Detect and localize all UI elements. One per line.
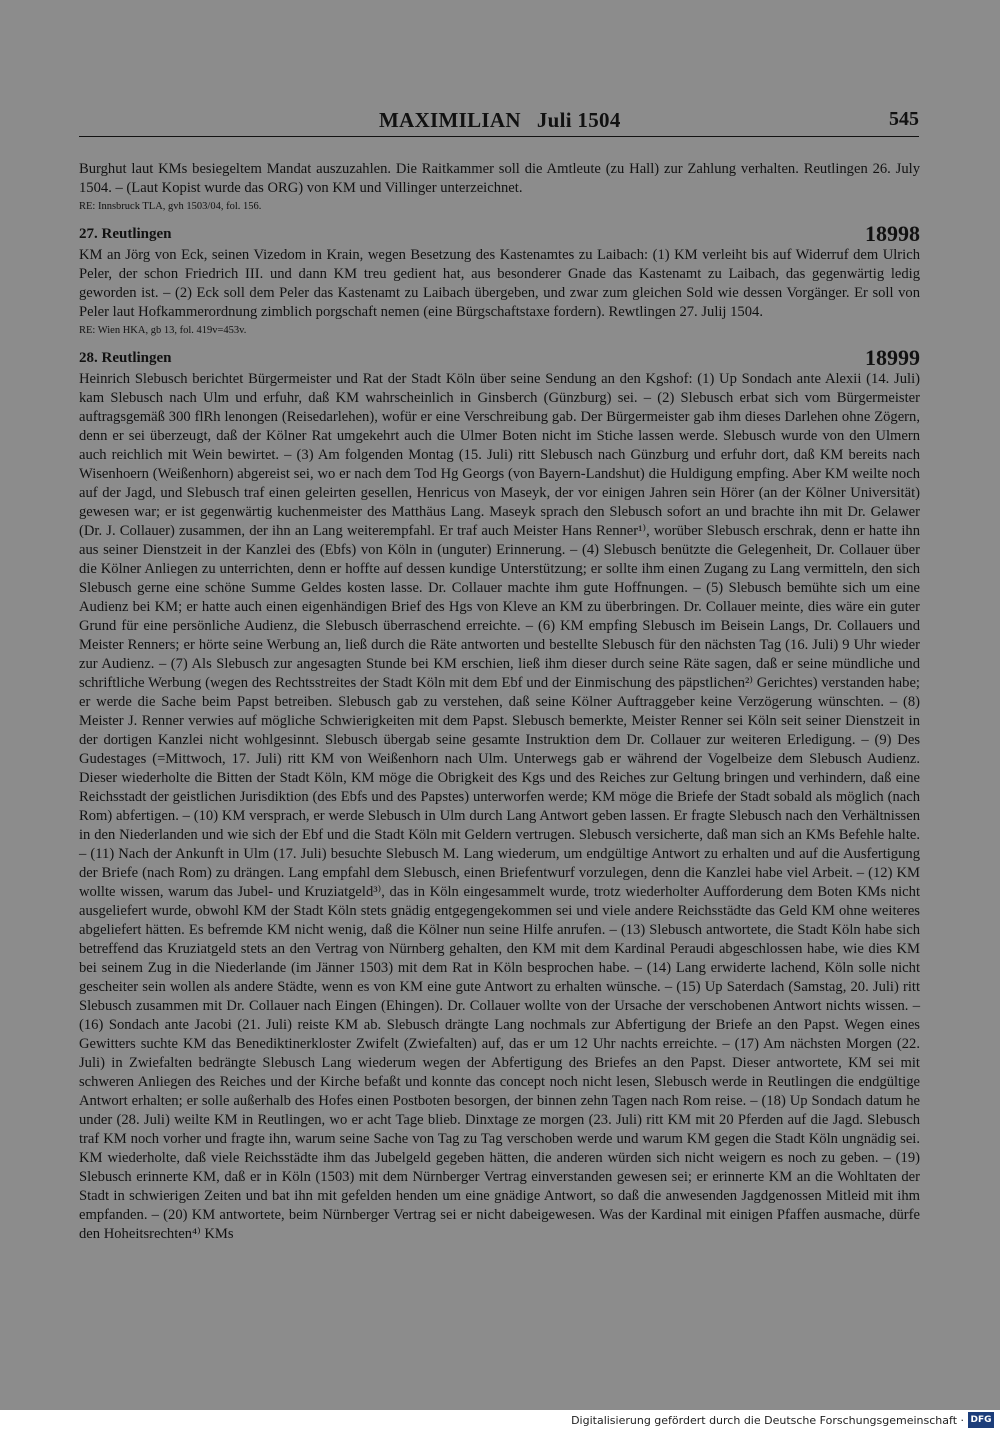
dfg-logo[interactable]: DFG	[968, 1412, 994, 1428]
entry-number: 18999	[865, 345, 920, 370]
intro-source-reference: RE: Innsbruck TLA, gvh 1503/04, fol. 156.	[79, 201, 262, 212]
entry-number: 18998	[865, 221, 920, 246]
header-date: Juli 1504	[536, 108, 621, 132]
page-header	[79, 108, 919, 137]
entry-place: 27. Reutlingen	[79, 226, 172, 242]
entry-text: KM an Jörg von Eck, seinen Vizedom in Krain, wegen Besetzung des Kastenamtes zu Laibach: (1) KM verleiht bis auf Widerruf dem Ulrich Peler, der schon Friedrich III. und dann KM treu gedient hat, aus besonderer Gnade das Kastenamt zu Laibach, das gegenwärtig ledig geworden ist. – (2) Eck soll dem Peler das Kastenamt zu Laibach übergeben, und zwar zum gleichen Sold wie dessen Vorgänger. Er soll von Peler laut Hofkammerordnung zimblich porgschaft nemen (eine Bürgschaftstaxe fordern). Rewtlingen 27. Julij 1504.	[79, 247, 920, 320]
entry-text: Heinrich Slebusch berichtet Bürgermeister und Rat der Stadt Köln über seine Sendung an den Kgshof: (1) Up Sondach ante Alexii (14. Juli) kam Slebusch nach Ulm und erfuhr, daß KM wahrscheinlich in Ginsberch (Günzburg) sei. – (2) Slebusch erbat sich vom Bürgermeister auftragsgemäß 300 flRh lenongen (Reisedarlehen), wofür er eine Verschreibung gab. Der Bürgermeister gab ihm dieses Darlehen ohne Zögern, denn er sei überzeugt, daß der Kölner Rat umgekehrt auch die Ulmer Boten nicht im Stiche lassen werde. Slebusch wurde von den Ulmern auch reichlich mit Wein bewirtet. – (3) Am folgenden Montag (15. Juli) ritt Slebusch nach Günzburg und erfuhr dort, daß KM bereits nach Wisenhoern (Weißenhorn) abgereist sei, wo er nach dem Tod Hg Georgs (von Bayern-Landshut) die Huldigung empfing. Aber KM weilte noch auf der Jagd, und Slebusch traf einen geleirten gesellen, Henricus von Maseyk, der vor einigen Jahren sein Hörer (an der Kölner Universität) gewesen war; er ist gegenwärtig kuchenmeister des Matthäus Lang. Maseyk sprach den Slebusch sofort an und brachte ihn mit Dr. Gelawer (Dr. J. Collauer) zusammen, der ihn an Lang weiterempfahl. Er traf auch Meister Hans Renner¹⁾, worüber Slebusch erschrak, denn er hatte ihn aus seiner Dienstzeit in der Kanzlei des (Ebfs) von Köln in (unguter) Erinnerung. – (4) Slebusch benützte die Gelegenheit, Dr. Collauer über die Kölner Anliegen zu unterrichten, denn er hoffte auf dessen kundige Unterstützung; er sollte ihm einen Zugang zu Lang vermitteln, den sich Slebusch gerne eine schöne Summe Geldes kosten lasse. Dr. Collauer machte ihm gute Hoffnungen. – (5) Slebusch bemühte sich um eine Audienz bei KM; er hatte auch einen eigenhändigen Brief des Hgs von Kleve an KM zu überbringen. Dr. Collauer meinte, dies wäre ein guter Grund für eine persönliche Audienz, die Slebusch überraschend erreichte. – (6) KM empfing Slebusch im Beisein Langs, Dr. Collauers und Meister Renners; er hörte seine Werbung an, ließ durch die Räte antworten und bestellte Slebusch für den nächsten Tag (16. Juli) 9 Uhr wieder zur Audienz. – (7) Als Slebusch zur angesagten Stunde bei KM erschien, ließ ihm dieser durch seine Räte sagen, daß er seine mündliche und schriftliche Werbung (wegen des Rechtsstreites der Stadt Köln mit dem Ebf und der Einmischung des päpstlichen²⁾ Gerichtes) verstanden habe; er werde die Sache beim Papst betreiben. Slebusch gab zu verstehen, daß seine Kölner Auftraggeber keine Verzögerung wünschten. – (8) Meister J. Renner verwies auf mögliche Schwierigkeiten mit dem Papst. Slebusch bemerkte, Meister Renner sei Köln seit seiner Dienstzeit in der dortigen Kanzlei nicht wohlgesinnt. Slebusch übergab seine gesamte Instruktion dem Dr. Collauer zur weiteren Erledigung. – (9) Des Gudestages (=Mittwoch, 17. Juli) ritt KM von Weißenhorn nach Ulm. Unterwegs gab er während der Vogelbeize dem Slebusch Audienz. Dieser wiederholte die Bitten der Stadt Köln, KM möge die Obrigkeit des Kgs und des Reiches zur Geltung bringen und verhindern, daß eine Reichsstadt der geistlichen Jurisdiktion (des Ebfs und des Papstes) unterworfen werde; KM möge die Briefe der Stadt sobald als möglich (nach Rom) abfertigen. – (10) KM versprach, er werde Slebusch in Ulm durch Lang Antwort geben lassen. Er fragte Slebusch nach den Verhältnissen in den Niederlanden und wie sich der Ebf und die Stadt Köln mit Geldern vertrugen. Slebusch versicherte, daß man sich an KMs Befehle halte. – (11) Nach der Ankunft in Ulm (17. Juli) besuchte Slebusch M. Lang wiederum, um endgültige Antwort zu erhalten und auf die Ausfertigung der Briefe (nach Rom) zu drängen. Lang empfahl dem Slebusch, einen Briefentwurf vorzulegen, denn die Kanzlei habe viel Arbeit. – (12) KM wollte wissen, warum das Jubel- und Kruziatgeld³⁾, das in Köln eingesammelt wurde, trotz wiederholter Aufforderung dem Boten KMs nicht ausgeliefert wurde, obwohl KM der Stadt Köln stets gnädig entgegengekommen sei und viele andere Reichsstädte das Geld KM ohne weiteres abgeliefert hätten. Es befremde KM nicht wenig, daß die Kölner nun seine Hilfe anrufen. – (13) Slebusch antwortete, die Stadt Köln habe sich betreffend das Kruziatgeld stets an den Vertrag von Nürnberg gehalten, den KM mit dem Kardinal Peraudi abgeschlossen habe, wie dies KM bei seinem Zug in die Niederlande (im Jänner 1503) mit dem Rat in Köln besprochen habe. – (14) Lang erwiderte lachend, Köln solle nicht gescheiter sein wollen als andere Städte, wenn es von KM eine gute Antwort zu erhalten wünsche. – (15) Up Saterdach (Samstag, 20. Juli) ritt Slebusch zusammen mit Dr. Collauer nach Eingen (Ehingen). Dr. Collauer wollte von der Ursache der verschobenen Antwort nichts wissen. – (16) Sondach ante Jacobi (21. Juli) reiste KM ab. Slebusch drängte Lang nochmals zur Abfertigung der Briefe an den Papst. Wegen eines Gewitters suchte KM das Benediktinerkloster Zwifelt (Zwiefalten) auf, das er um 12 Uhr nachts erreichte. – (17) Am nächsten Morgen (22. Juli) in Zwiefalten bedrängte Slebusch Lang wiederum wegen der Abfertigung des Briefes an den Papst. Dieser antwortete, KM sei mit schweren Anliegen des Reiches und der Kirche befaßt und konnte das concept noch nicht lesen, Slebusch werde in Reutlingen die endgültige Antwort erhalten; er solle außerhalb des Hofes einen Postboten besorgen, der binnen zehn Tagen nach Rom reise. – (18) Up Sondach datum he under (28. Juli) weilte KM in Reutlingen, wo er acht Tage blieb. Dinxtage ze morgen (23. Juli) ritt KM mit 20 Pferden auf die Jagd. Slebusch traf KM noch vorher und fragte ihn, warum seine Sache von Tag zu Tag verschoben werde und warum KM gegen die Stadt Köln ungnädig sei. KM wiederholte, daß viele Reichsstädte ihm das Jubelgeld gegeben hätten, die anderen würden sich nicht weigern es noch zu geben. – (19) Slebusch erinnerte KM, daß er in Köln (1503) mit dem Nürnberger Vertrag einverstanden gewesen sei; er erinnerte KM an die Wohltaten der Stadt in schwierigen Zeiten und bat ihn mit gefelden henden um eine gnädige Antwort, so daß die anwesenden Jagdgenossen Mitleid mit ihm empfanden. – (20) KM antwortete, beim Nürnberger Vertrag sei er nicht dabeigewesen. Was der Kardinal mit einigen Pfaffen ausmache, dürfe den Hoheitsrechten⁴⁾ KMs	[79, 371, 920, 1242]
entry-source-reference: RE: Wien HKA, gb 13, fol. 419v=453v.	[79, 325, 247, 336]
entry-heading	[79, 221, 920, 246]
footer	[0, 1410, 1000, 1434]
running-title	[379, 108, 637, 133]
page-content	[79, 160, 920, 1244]
entry-place: 28. Reutlingen	[79, 350, 172, 366]
header-title: MAXIMILIAN	[379, 108, 521, 132]
entry-heading	[79, 345, 920, 370]
digitization-credit: Digitalisierung gefördert durch die Deutsche Forschungsgemeinschaft ·	[571, 1414, 964, 1427]
page-number: 545	[889, 108, 919, 130]
intro-paragraph: Burghut laut KMs besiegeltem Mandat auszuzahlen. Die Raitkammer soll die Amtleute (zu Hall) zur Zahlung verhalten. Reutlingen 26. July 1504. – (Laut Kopist wurde das ORG) von KM und Villinger unterzeichnet.	[79, 161, 920, 196]
